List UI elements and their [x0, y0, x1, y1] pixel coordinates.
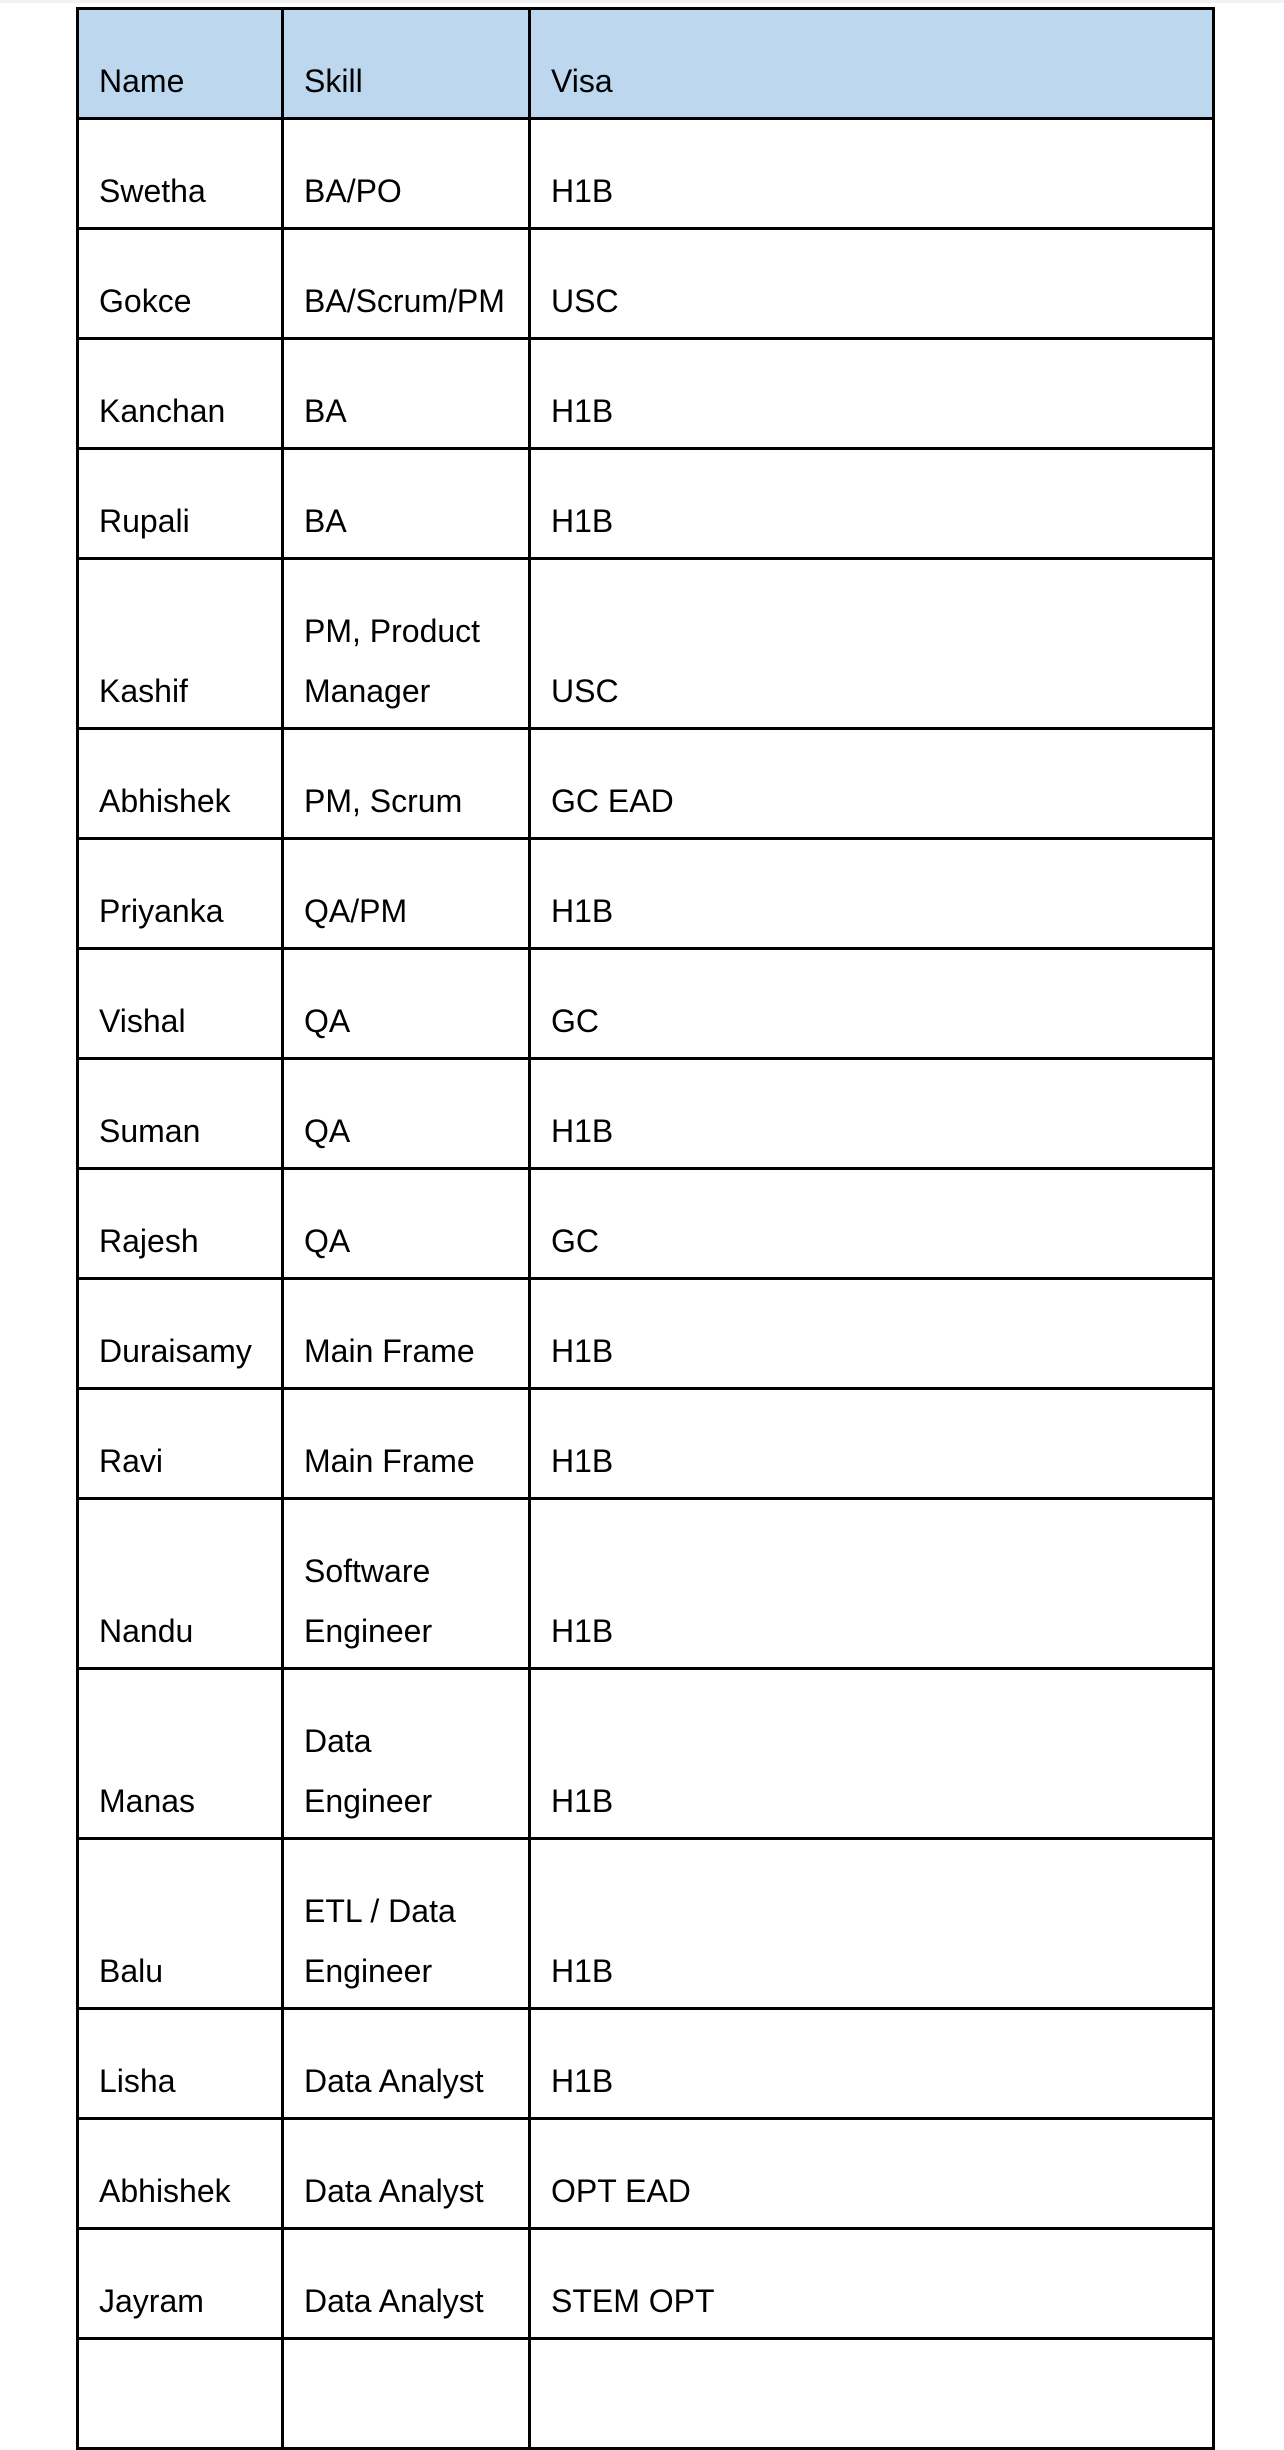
cell-visa: GC EAD — [530, 729, 1214, 839]
table-row — [78, 119, 1214, 229]
cell-visa: H1B — [530, 339, 1214, 449]
cell-skill — [283, 559, 530, 729]
cell-skill-text: ETL / Data Engineer — [304, 1893, 456, 1989]
page-top-edge — [0, 0, 1284, 3]
cell-skill: Main Frame — [283, 1279, 530, 1389]
cell-name: Vishal — [78, 949, 283, 1059]
cell-skill — [283, 1499, 530, 1669]
cell-skill: QA — [283, 949, 530, 1059]
header-visa: Visa — [530, 9, 1214, 119]
cell-skill: BA — [283, 339, 530, 449]
cell-visa: H1B — [530, 1059, 1214, 1169]
candidate-table — [76, 7, 1215, 2450]
cell-visa: USC — [530, 559, 1214, 729]
cell-visa: H1B — [530, 449, 1214, 559]
cell-visa: GC — [530, 949, 1214, 1059]
header-skill: Skill — [283, 9, 530, 119]
cell-name: Suman — [78, 1059, 283, 1169]
cell-name: Abhishek — [78, 2119, 283, 2229]
cell-skill: QA — [283, 1169, 530, 1279]
table-row — [78, 449, 1214, 559]
table-row — [78, 1279, 1214, 1389]
cell-visa: GC — [530, 1169, 1214, 1279]
cell-visa: H1B — [530, 1669, 1214, 1839]
table-body — [78, 119, 1214, 2449]
cell-visa: H1B — [530, 2009, 1214, 2119]
cell-name — [78, 2339, 283, 2449]
table-row — [78, 229, 1214, 339]
cell-skill: Data Analyst — [283, 2229, 530, 2339]
cell-name: Jayram — [78, 2229, 283, 2339]
table-row — [78, 2229, 1214, 2339]
header-name: Name — [78, 9, 283, 119]
cell-name: Rupali — [78, 449, 283, 559]
cell-name: Gokce — [78, 229, 283, 339]
cell-skill: BA — [283, 449, 530, 559]
table-row — [78, 339, 1214, 449]
table-row — [78, 1669, 1214, 1839]
cell-skill: Data Analyst — [283, 2009, 530, 2119]
cell-skill — [283, 1669, 530, 1839]
cell-name: Abhishek — [78, 729, 283, 839]
table-row — [78, 1389, 1214, 1499]
cell-name: Ravi — [78, 1389, 283, 1499]
cell-name: Swetha — [78, 119, 283, 229]
cell-name: Manas — [78, 1669, 283, 1839]
table-row — [78, 2009, 1214, 2119]
table-row — [78, 559, 1214, 729]
table-row — [78, 1059, 1214, 1169]
cell-skill: QA/PM — [283, 839, 530, 949]
table-row — [78, 839, 1214, 949]
cell-skill-text: Data Engineer — [304, 1723, 433, 1819]
cell-name: Rajesh — [78, 1169, 283, 1279]
cell-visa: H1B — [530, 1279, 1214, 1389]
table-row — [78, 1499, 1214, 1669]
table-row — [78, 2339, 1214, 2449]
cell-skill: BA/PO — [283, 119, 530, 229]
cell-skill — [283, 1839, 530, 2009]
cell-visa: H1B — [530, 839, 1214, 949]
cell-visa: H1B — [530, 1499, 1214, 1669]
table-row — [78, 1839, 1214, 2009]
cell-visa: H1B — [530, 1389, 1214, 1499]
cell-skill: Main Frame — [283, 1389, 530, 1499]
cell-name: Nandu — [78, 1499, 283, 1669]
table-row — [78, 729, 1214, 839]
cell-visa: STEM OPT — [530, 2229, 1214, 2339]
cell-skill: PM, Scrum — [283, 729, 530, 839]
cell-skill: QA — [283, 1059, 530, 1169]
cell-name: Kashif — [78, 559, 283, 729]
table-row — [78, 949, 1214, 1059]
cell-name: Duraisamy — [78, 1279, 283, 1389]
cell-skill — [283, 2339, 530, 2449]
cell-visa: H1B — [530, 119, 1214, 229]
cell-name: Lisha — [78, 2009, 283, 2119]
cell-name: Priyanka — [78, 839, 283, 949]
cell-skill-text: Software Engineer — [304, 1553, 433, 1649]
cell-skill: Data Analyst — [283, 2119, 530, 2229]
cell-name: Balu — [78, 1839, 283, 2009]
cell-visa: OPT EAD — [530, 2119, 1214, 2229]
table-header-row — [78, 9, 1214, 119]
table-row — [78, 1169, 1214, 1279]
cell-visa — [530, 2339, 1214, 2449]
cell-visa: USC — [530, 229, 1214, 339]
cell-skill: BA/Scrum/PM — [283, 229, 530, 339]
cell-skill-text: PM, Product Manager — [304, 613, 481, 709]
cell-name: Kanchan — [78, 339, 283, 449]
table-row — [78, 2119, 1214, 2229]
cell-visa: H1B — [530, 1839, 1214, 2009]
